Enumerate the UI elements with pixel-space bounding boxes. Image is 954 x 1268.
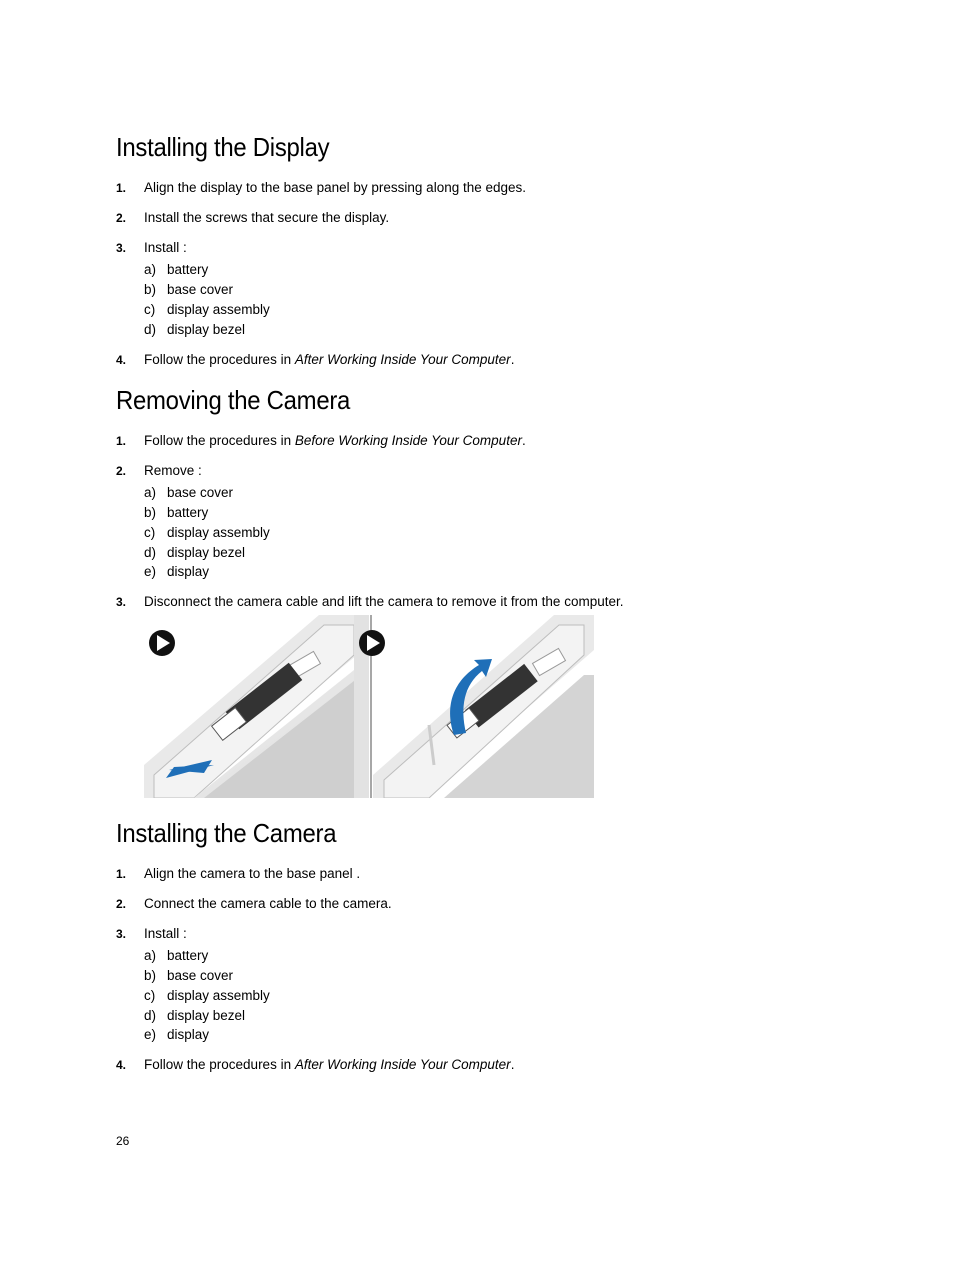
step-text: Follow the procedures in Before Working Inside Your Computer. — [144, 433, 526, 448]
cross-reference-link[interactable]: After Working Inside Your Computer — [294, 352, 511, 367]
step-text: Disconnect the camera cable and lift the camera to remove it from the computer. — [144, 594, 624, 609]
sub-letter: d) — [144, 322, 157, 337]
sub-text: display assembly — [167, 525, 270, 540]
sub-letter: d) — [144, 545, 157, 560]
sub-letter: a) — [144, 485, 157, 500]
sub-text: display bezel — [167, 322, 246, 337]
sub-letter: a) — [144, 262, 157, 277]
sub-text: display bezel — [167, 545, 246, 560]
sub-text: base cover — [167, 968, 234, 983]
sub-letter: b) — [144, 968, 157, 983]
sub-text: display — [167, 564, 210, 579]
left-panel-image — [144, 615, 369, 798]
section-title-installing-camera: Installing the Camera — [116, 818, 337, 848]
step-number: 1. — [116, 434, 127, 448]
sub-letter: c) — [144, 988, 156, 1003]
step-text: Connect the camera cable to the camera. — [144, 896, 392, 911]
sub-letter: c) — [144, 525, 156, 540]
sub-letter: d) — [144, 1008, 157, 1023]
step-number: 3. — [116, 595, 127, 609]
sub-text: base cover — [167, 282, 234, 297]
sub-letter: b) — [144, 282, 157, 297]
sub-letter: b) — [144, 505, 157, 520]
sub-letter: e) — [144, 1027, 157, 1042]
step-text: Follow the procedures in After Working Inside Your Computer. — [144, 1057, 515, 1072]
play-icon — [359, 630, 385, 656]
page-number: 26 — [116, 1134, 130, 1148]
sub-text: base cover — [167, 485, 234, 500]
camera-removal-illustration — [144, 615, 594, 798]
cross-reference-link[interactable]: Before Working Inside Your Computer — [294, 433, 522, 448]
play-icon — [149, 630, 175, 656]
sub-text: display assembly — [167, 988, 270, 1003]
section-title-removing-camera: Removing the Camera — [116, 385, 351, 415]
sub-text: battery — [167, 505, 209, 520]
sub-letter: c) — [144, 302, 156, 317]
step-number: 4. — [116, 353, 127, 367]
step-text: Install the screws that secure the display. — [144, 210, 390, 225]
step-number: 3. — [116, 241, 127, 255]
sub-text: display — [167, 1027, 210, 1042]
step-number: 1. — [116, 181, 127, 195]
step-text: Follow the procedures in After Working Inside Your Computer. — [144, 352, 515, 367]
step-number: 1. — [116, 867, 127, 881]
step-text: Align the display to the base panel by pressing along the edges. — [144, 180, 527, 195]
sub-text: display assembly — [167, 302, 270, 317]
step-number: 3. — [116, 927, 127, 941]
step-text: Install : — [144, 926, 187, 941]
step-number: 4. — [116, 1058, 127, 1072]
sub-letter: a) — [144, 948, 157, 963]
section-title-installing-display: Installing the Display — [116, 132, 330, 162]
step-text: Install : — [144, 240, 187, 255]
step-number: 2. — [116, 211, 127, 225]
step-text: Align the camera to the base panel . — [144, 866, 361, 881]
cross-reference-link[interactable]: After Working Inside Your Computer — [294, 1057, 511, 1072]
sub-letter: e) — [144, 564, 157, 579]
right-panel-image — [373, 615, 594, 798]
step-text: Remove : — [144, 463, 202, 478]
step-number: 2. — [116, 897, 127, 911]
sub-text: battery — [167, 948, 209, 963]
step-number: 2. — [116, 464, 127, 478]
sub-text: battery — [167, 262, 209, 277]
sub-text: display bezel — [167, 1008, 246, 1023]
